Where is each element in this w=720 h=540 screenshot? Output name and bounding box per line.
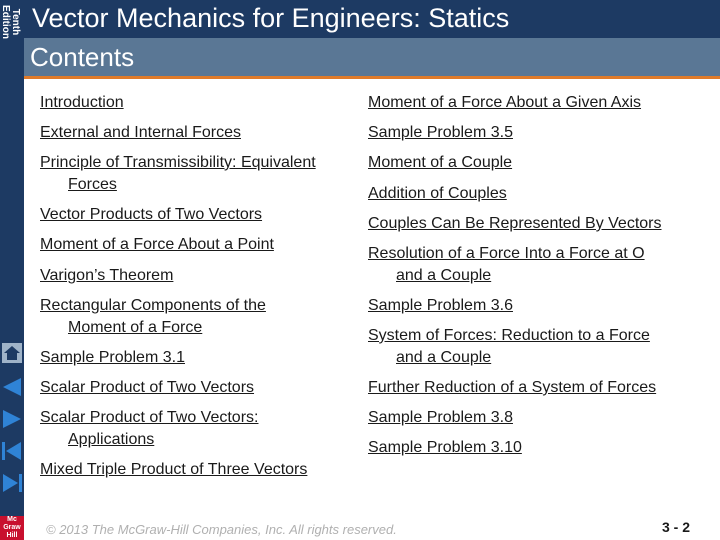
previous-slide-button[interactable] [1, 408, 23, 430]
toc-link-left-6[interactable] [40, 265, 173, 287]
toc-link-left-1[interactable] [40, 92, 124, 114]
first-slide-button[interactable] [1, 376, 23, 398]
toc-link-text: Sample Problem 3.10 [368, 439, 522, 456]
section-bar [24, 38, 720, 76]
toc-link-text: External and Internal Forces [40, 124, 241, 141]
edition-label [0, 2, 20, 42]
toc-link-text: Sample Problem 3.6 [368, 297, 513, 314]
toc-link-left-8[interactable] [40, 347, 185, 369]
toc-link-right-1[interactable] [368, 92, 641, 114]
toc-link-text: Scalar Product of Two Vectors [40, 379, 255, 396]
title-bar [24, 0, 720, 38]
toc-link-left-7[interactable] [40, 295, 266, 339]
toc-link-text: Rectangular Components of the [40, 297, 266, 314]
toc-link-text: Addition of Couples [368, 185, 507, 202]
toc-link-left-9[interactable] [40, 377, 254, 399]
toc-link-right-4[interactable] [368, 183, 507, 205]
toc-link-text: Sample Problem 3.8 [368, 409, 513, 426]
home-button[interactable] [1, 342, 23, 364]
toc-link-left-4[interactable] [40, 204, 262, 226]
toc-link-text: Sample Problem 3.5 [368, 124, 513, 141]
toc-link-right-6[interactable] [368, 243, 645, 287]
toc-link-text: Varigon’s Theorem [40, 267, 174, 284]
toc-link-text: Vector Products of Two Vectors [40, 206, 263, 223]
toc-link-text-continued: Applications [68, 431, 155, 448]
next-slide-button[interactable] [1, 440, 23, 462]
toc-link-text: System of Forces: Reduction to a Force [368, 327, 650, 344]
toc-link-text: Scalar Product of Two Vectors: [40, 409, 259, 426]
toc-link-right-11[interactable] [368, 437, 522, 459]
accent-divider [24, 76, 720, 79]
logo-text: Mc Graw Hill [3, 516, 21, 539]
toc-link-left-3[interactable] [40, 152, 316, 196]
home-icon [1, 342, 23, 364]
toc-link-right-9[interactable] [368, 377, 656, 399]
toc-link-text: Introduction [40, 94, 124, 111]
toc-link-right-5[interactable] [368, 213, 662, 235]
toc-link-text: Further Reduction of a System of Forces [368, 379, 657, 396]
last-slide-icon [1, 472, 23, 494]
toc-link-right-8[interactable] [368, 325, 650, 369]
previous-slide-icon [1, 408, 23, 430]
toc-link-right-7[interactable] [368, 295, 513, 317]
toc-link-text: Couples Can Be Represented By Vectors [368, 215, 662, 232]
next-slide-icon [1, 440, 23, 462]
toc-link-text-continued: and a Couple [396, 267, 492, 284]
toc-link-right-3[interactable] [368, 152, 512, 174]
toc-link-left-5[interactable] [40, 234, 274, 256]
toc-link-left-11[interactable] [40, 459, 307, 481]
toc-link-text-continued: Forces [68, 176, 117, 193]
toc-link-right-10[interactable] [368, 407, 513, 429]
last-slide-button[interactable] [1, 472, 23, 494]
copyright-notice: © 2013 The McGraw-Hill Companies, Inc. All rights reserved. [46, 522, 397, 537]
toc-link-left-2[interactable] [40, 122, 241, 144]
toc-link-text: Resolution of a Force Into a Force at O [368, 245, 645, 262]
toc-link-text: Sample Problem 3.1 [40, 349, 185, 366]
toc-link-text: Mixed Triple Product of Three Vectors [40, 461, 308, 478]
toc-link-text: Principle of Transmissibility: Equivalent [40, 154, 316, 171]
first-slide-icon [1, 376, 23, 398]
mcgraw-hill-logo [0, 516, 24, 540]
edition-text: Tenth Edition [0, 5, 21, 39]
toc-link-text: Moment of a Couple [368, 154, 513, 171]
toc-link-left-10[interactable] [40, 407, 258, 451]
toc-link-text-continued: Moment of a Force [68, 319, 203, 336]
toc-link-text-continued: and a Couple [396, 349, 492, 366]
toc-link-text: Moment of a Force About a Given Axis [368, 94, 642, 111]
section-title: Contents [30, 42, 135, 72]
page-number: 3 - 2 [661, 519, 690, 535]
page-title: Vector Mechanics for Engineers: Statics [32, 3, 510, 33]
toc-link-text: Moment of a Force About a Point [40, 236, 274, 253]
toc-link-right-2[interactable] [368, 122, 513, 144]
